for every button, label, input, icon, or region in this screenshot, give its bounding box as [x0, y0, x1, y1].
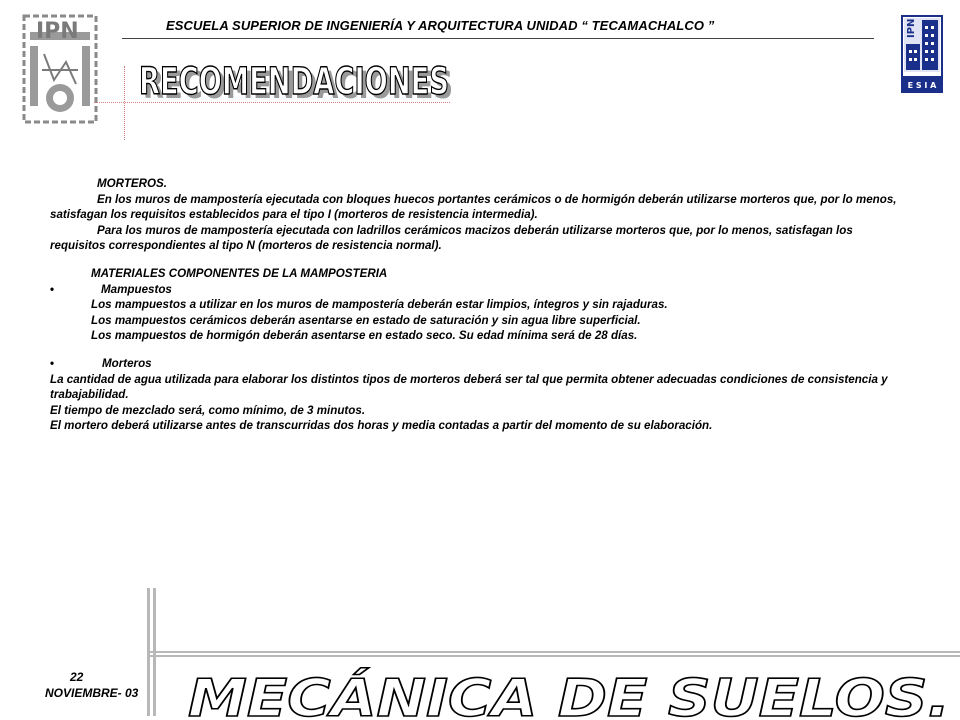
morteros-subheading: Morteros	[102, 356, 152, 370]
esia-logo	[900, 14, 944, 94]
title-dotted-rule	[94, 102, 450, 103]
course-title	[180, 664, 960, 720]
ipn-logo	[14, 10, 106, 128]
mampuestos-line: Los mampuestos a utilizar en los muros de mampostería deberán estar limpios, íntegros y sin rajaduras.	[91, 298, 668, 312]
header-title: ESCUELA SUPERIOR DE INGENIERÍA Y ARQUITECTURA UNIDAD “ TECAMACHALCO ”	[166, 18, 715, 33]
morteros-bullet	[50, 356, 910, 372]
bullet-icon: •	[50, 356, 55, 370]
mampuestos-heading: Mampuestos	[101, 282, 172, 296]
morteros-paragraph-2: Para los muros de mampostería ejecutada con ladrillos cerámicos macizos deberán utilizarse morteros que, por lo menos, satisfagan los requisitos correspondientes al tipo N (morteros de resistencia normal).	[50, 223, 853, 253]
mampuestos-line: Los mampuestos cerámicos deberán asentarse en estado de saturación y sin agua libre superficial.	[91, 313, 641, 327]
ipn-logo-text: IPN	[36, 19, 79, 44]
esia-logo-text: E S I A	[907, 81, 937, 90]
footer-horizontal-rule	[150, 655, 960, 657]
footer-horizontal-rule	[150, 651, 960, 653]
body-content	[50, 176, 910, 434]
mampuestos-line: Los mampuestos de hormigón deberán asentarse en estado seco. Su edad mínima será de 28 días.	[91, 329, 638, 343]
materiales-heading: MATERIALES COMPONENTES DE LA MAMPOSTERIA	[91, 266, 388, 280]
header-rule	[122, 38, 874, 39]
section-title-shadow: RECOMENDACIONES	[143, 64, 453, 106]
page-date: NOVIEMBRE- 03	[45, 686, 139, 700]
esia-logo-ipn-text: IPN	[906, 18, 917, 38]
morteros-line: El mortero deberá utilizarse antes de transcurridas dos horas y media contadas a partir del momento de su elaboración.	[50, 419, 713, 433]
page-number: 22	[70, 670, 84, 684]
bullet-icon: •	[50, 282, 55, 296]
section-title	[134, 58, 464, 106]
morteros-line: El tiempo de mezclado será, como mínimo, de 3 minutos.	[50, 403, 366, 417]
title-dotted-vertical-rule	[124, 66, 125, 140]
course-title-text: MECÁNICA DE SUELOS.	[188, 669, 858, 720]
morteros-line: La cantidad de agua utilizada para elaborar los distintos tipos de morteros deberá ser tal que permita obtener adecuadas condiciones de consistencia y trabajabilidad.	[50, 372, 888, 402]
morteros-heading: MORTEROS.	[97, 177, 167, 190]
morteros-paragraph-1: En los muros de mampostería ejecutada con bloques huecos portantes cerámicos o de hormigón deberán utilizarse morteros que, por lo menos, satisfagan los requisitos establecidos para el tipo I (morteros de resistencia intermedia).	[50, 192, 897, 222]
mampuestos-bullet	[50, 282, 910, 298]
section-title-text: RECOMENDACIONES	[139, 60, 449, 103]
